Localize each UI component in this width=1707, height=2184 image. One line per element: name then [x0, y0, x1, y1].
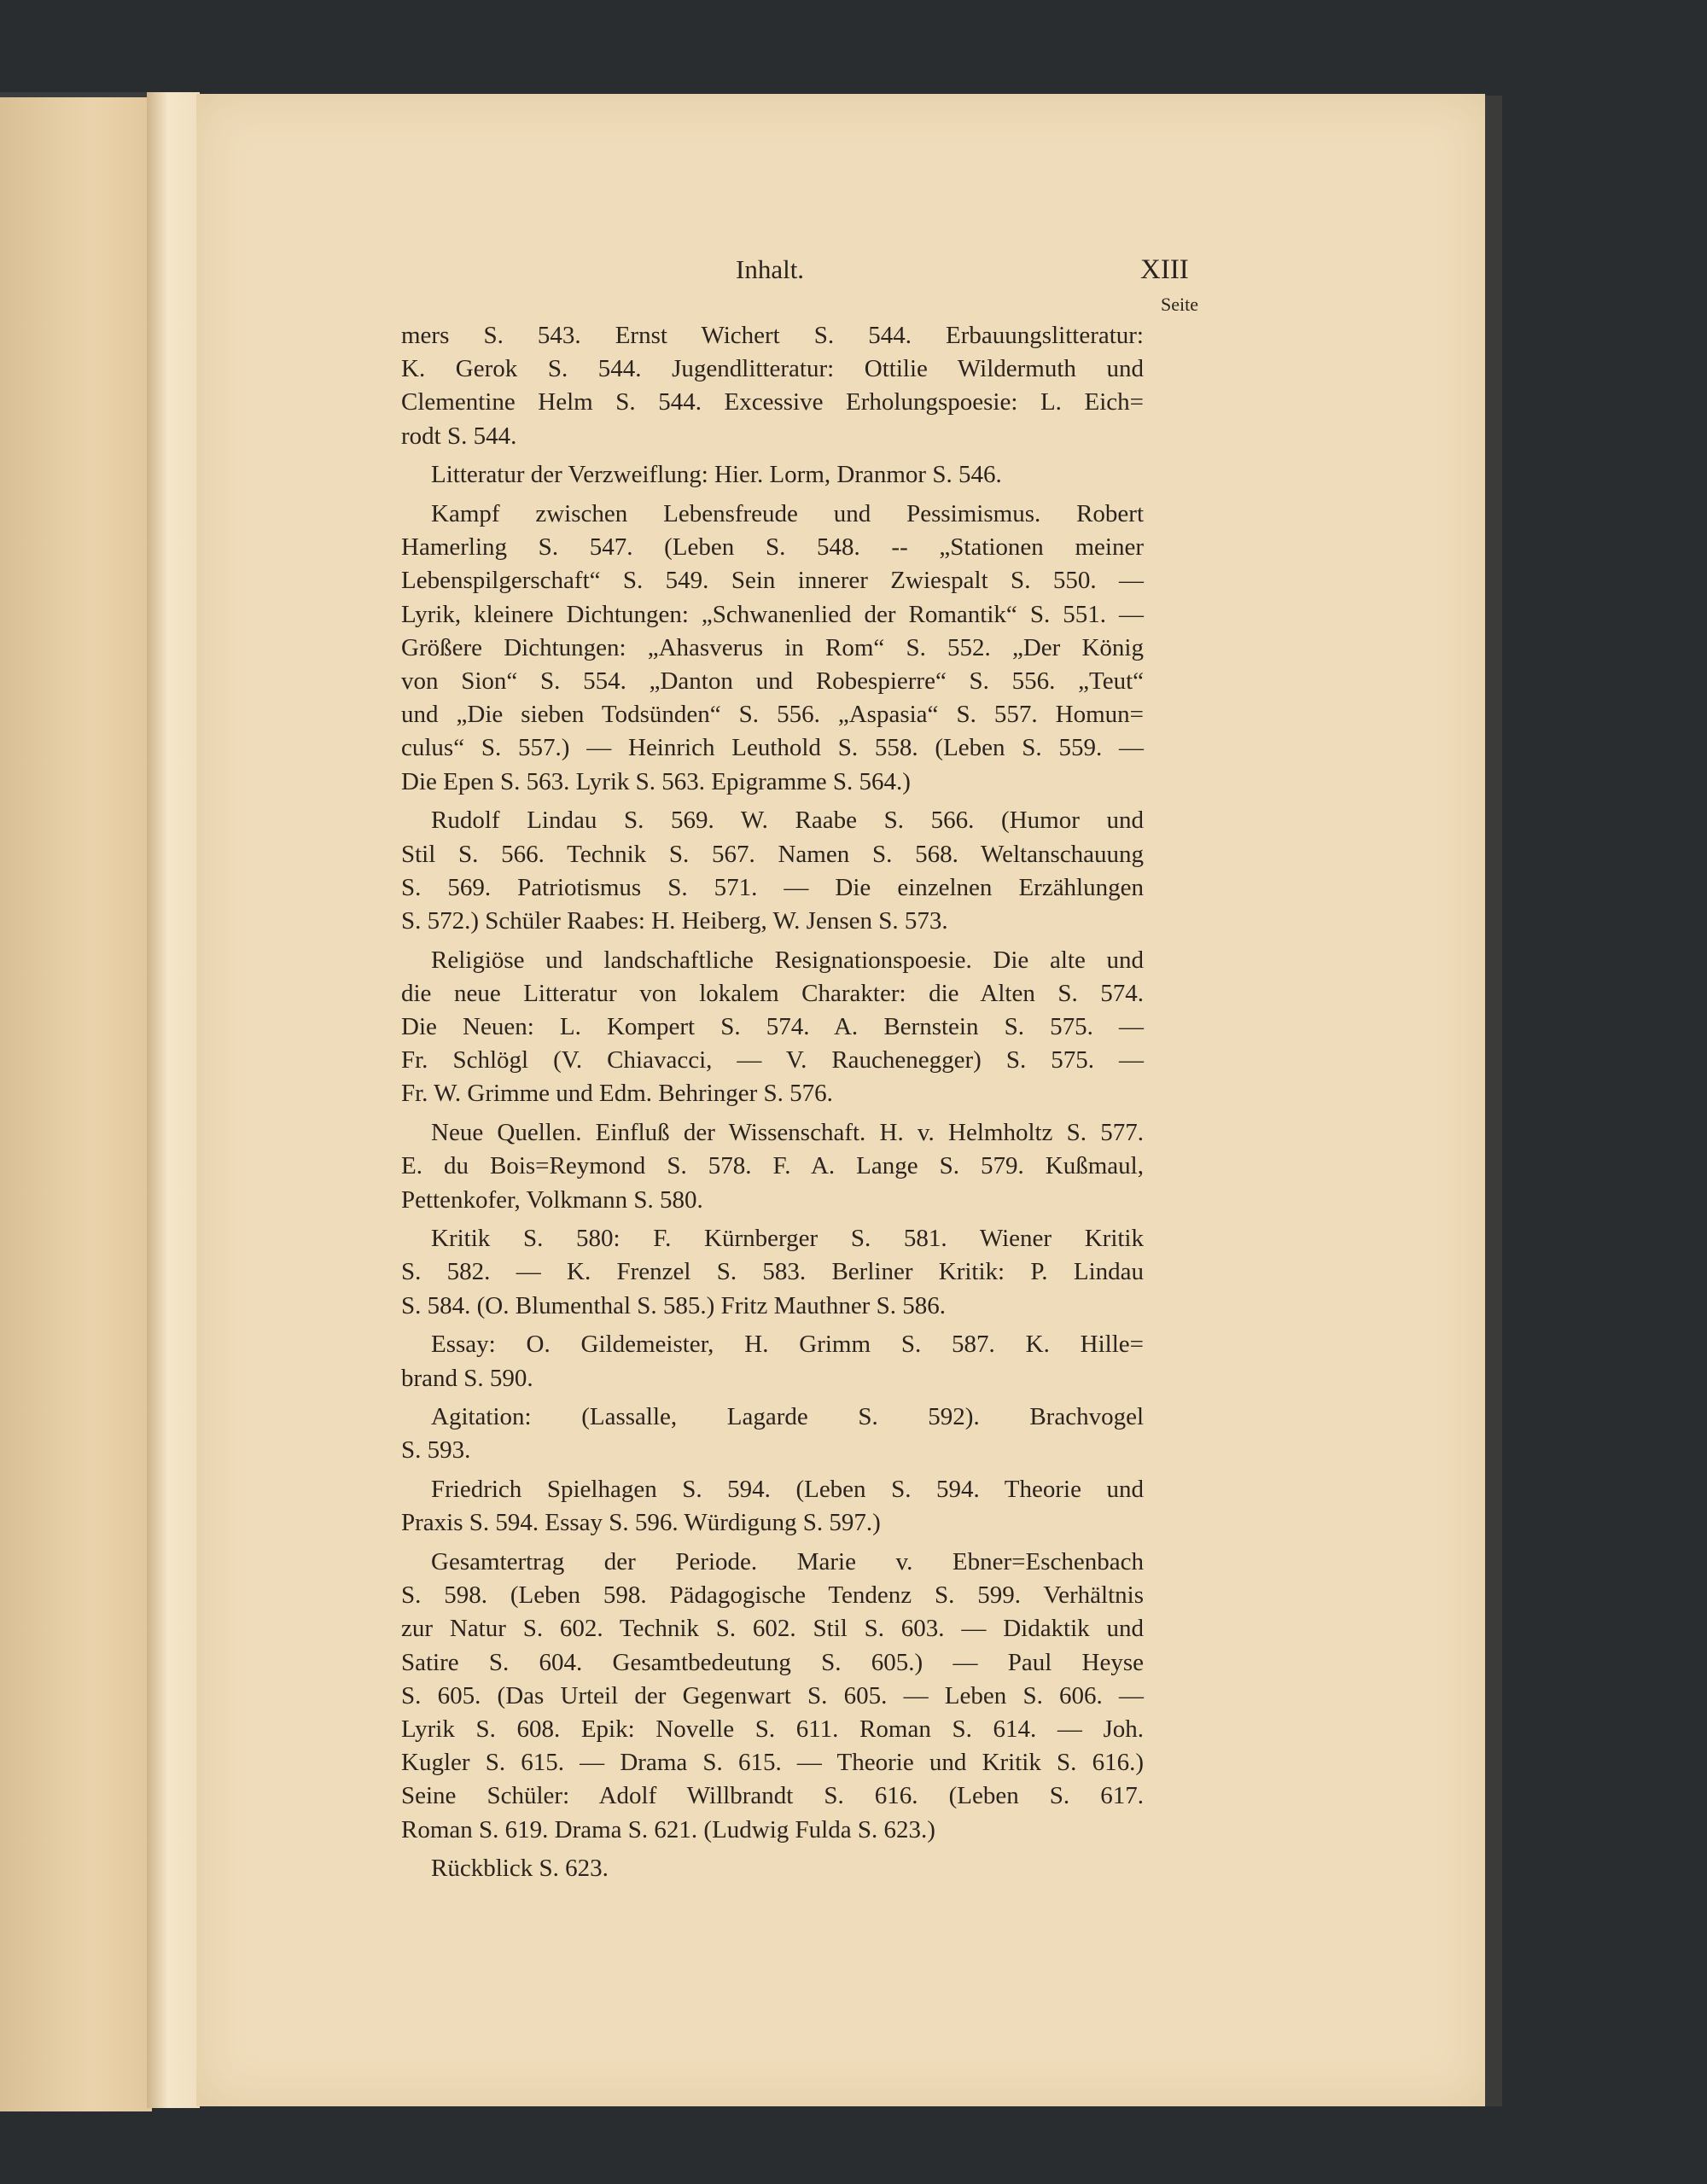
toc-line: Roman S. 619. Drama S. 621. (Ludwig Fulda S. 623.) — [401, 1815, 935, 1843]
toc-line: die neue Litteratur von lokalem Charakter: die Alten S. 574. — [401, 979, 1144, 1007]
toc-line: Praxis S. 594. Essay S. 596. Würdigung S. 597.) — [401, 1509, 881, 1537]
toc-line: Kugler S. 615. — Drama S. 615. — Theorie und Kritik S. 616.) — [401, 1749, 1144, 1777]
toc-line: Fr. W. Grimme und Edm. Behringer S. 576. — [401, 1080, 833, 1108]
toc-line: Pettenkofer, Volkmann S. 580. — [401, 1185, 703, 1214]
toc-line: S. 598. (Leben 598. Pädagogische Tendenz S. 599. Verhältnis — [401, 1581, 1144, 1610]
toc-line: brand S. 590. — [401, 1364, 533, 1392]
page-number: XIII — [1140, 254, 1189, 285]
toc-line: Lyrik S. 608. Epik: Novelle S. 611. Roman S. 614. — Joh. — [401, 1715, 1144, 1743]
toc-line: K. Gerok S. 544. Jugendlitteratur: Ottilie Wildermuth und — [401, 355, 1144, 383]
toc-line: Rückblick S. 623. — [431, 1855, 609, 1883]
toc-line: zur Natur S. 602. Technik S. 602. Stil S. 603. — Didaktik und — [401, 1615, 1144, 1643]
running-title: Inhalt. — [736, 254, 805, 284]
toc-line: rodt S. 544. — [401, 422, 517, 450]
book-cover-edge — [1485, 96, 1502, 2106]
toc-line: Größere Dichtungen: „Ahasverus in Rom“ S. 552. „Der König — [401, 633, 1144, 661]
toc-line: Clementine Helm S. 544. Excessive Erholungspoesie: L. Eich= — [401, 388, 1144, 416]
toc-line: mers S. 543. Ernst Wichert S. 544. Erbauungslitteratur: — [401, 322, 1144, 349]
toc-line: Kritik S. 580: F. Kürnberger S. 581. Wiener Kritik — [431, 1225, 1144, 1253]
toc-line: S. 605. (Das Urteil der Gegenwart S. 605. — Leben S. 606. — — [401, 1681, 1144, 1709]
toc-line: S. 584. (O. Blumenthal S. 585.) Fritz Mauthner S. 586. — [401, 1291, 946, 1319]
toc-line: und „Die sieben Todsünden“ S. 556. „Aspasia“ S. 557. Homun= — [401, 701, 1144, 729]
toc-line: Hamerling S. 547. (Leben S. 548. -- „Stationen meiner — [401, 533, 1144, 562]
toc-line: Die Epen S. 563. Lyrik S. 563. Epigramme S. 564.) — [401, 767, 911, 795]
toc-line: Rudolf Lindau S. 569. W. Raabe S. 566. (Humor und — [431, 807, 1144, 835]
toc-line: Kampf zwischen Lebensfreude und Pessimismus. Robert — [431, 500, 1144, 527]
toc-line: Essay: O. Gildemeister, H. Grimm S. 587. K. Hille= — [431, 1331, 1144, 1359]
toc-line: von Sion“ S. 554. „Danton und Robespierre“ S. 556. „Teut“ — [401, 667, 1144, 695]
toc-line: Friedrich Spielhagen S. 594. (Leben S. 594. Theorie und — [431, 1476, 1144, 1504]
toc-line: S. 593. — [401, 1436, 471, 1465]
toc-line: S. 569. Patriotismus S. 571. — Die einzelnen Erzählungen — [401, 873, 1144, 901]
toc-line: Litteratur der Verzweiflung: Hier. Lorm, Dranmor S. 546. — [431, 461, 1002, 489]
toc-line: E. du Bois=Reymond S. 578. F. A. Lange S. 579. Kußmaul, — [401, 1152, 1144, 1180]
toc-line: Fr. Schlögl (V. Chiavacci, — V. Rauchenegger) S. 575. — — [401, 1046, 1144, 1075]
toc-line: Neue Quellen. Einfluß der Wissenschaft. H. v. Helmholtz S. 577. — [431, 1119, 1144, 1147]
left-page — [0, 92, 152, 2111]
toc-line: Stil S. 566. Technik S. 567. Namen S. 568. Weltanschauung — [401, 840, 1144, 868]
toc-line: S. 582. — K. Frenzel S. 583. Berliner Kritik: P. Lindau — [401, 1258, 1144, 1286]
column-label-seite: Seite — [1161, 294, 1198, 315]
toc-line: Seine Schüler: Adolf Willbrandt S. 616. (Leben S. 617. — [401, 1782, 1144, 1810]
toc-line: Gesamtertrag der Periode. Marie v. Ebner=Eschenbach — [431, 1548, 1144, 1575]
toc-line: culus“ S. 557.) — Heinrich Leuthold S. 558. (Leben S. 559. — — [401, 734, 1144, 762]
toc-line: S. 572.) Schüler Raabes: H. Heiberg, W. Jensen S. 573. — [401, 906, 948, 935]
toc-line: Religiöse und landschaftliche Resignationspoesie. Die alte und — [431, 946, 1144, 974]
toc-line: Lyrik, kleinere Dichtungen: „Schwanenlied der Romantik“ S. 551. — — [401, 600, 1144, 628]
book-gutter — [147, 92, 200, 2108]
toc-line: Die Neuen: L. Kompert S. 574. A. Bernstein S. 575. — — [401, 1013, 1144, 1040]
toc-line: Satire S. 604. Gesamtbedeutung S. 605.) — Paul Heyse — [401, 1648, 1144, 1676]
toc-line: Lebenspilgerschaft“ S. 549. Sein innerer Zwiespalt S. 550. — — [401, 567, 1144, 595]
toc-line: Agitation: (Lassalle, Lagarde S. 592). Brachvogel — [431, 1403, 1144, 1431]
